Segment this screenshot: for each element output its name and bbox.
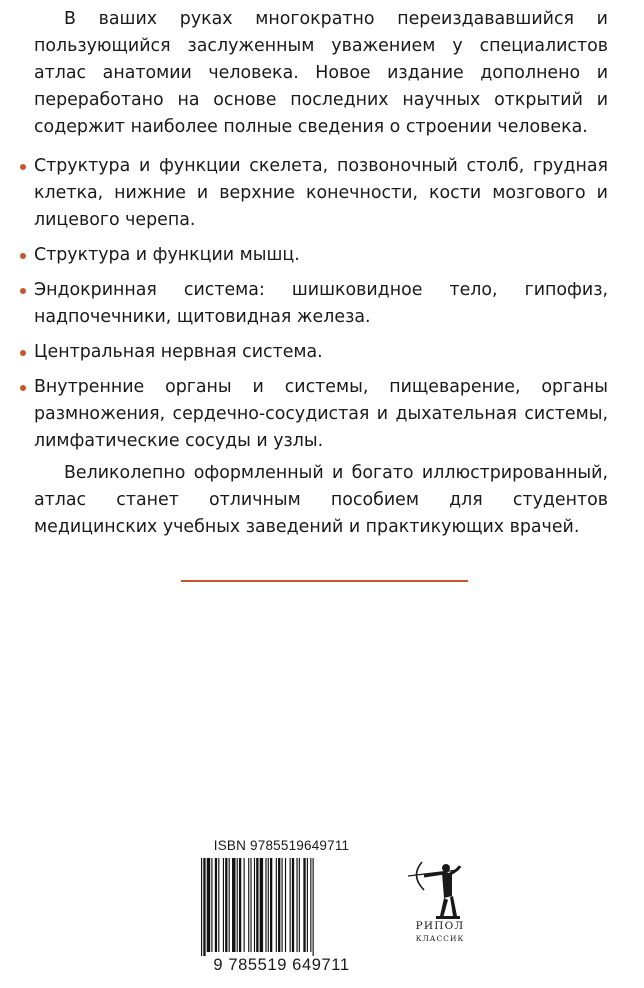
list-item-text: Центральная нервная система. [34,342,323,362]
barcode-bar [282,858,283,952]
barcode-bar [290,858,291,952]
barcode-bar [270,858,272,952]
barcode-bar [254,858,255,952]
list-item-text: Эндокринная система: шишковидное тело, гипофиз, надпочечники, щитовидная железа. [34,280,608,327]
barcode-bar [299,858,300,952]
barcode-bar [268,858,269,952]
barcode-bar [310,858,311,952]
barcode-bar [278,858,280,952]
barcode-bar [256,858,258,952]
bullet-dot-icon [20,253,26,259]
isbn-label: ISBN 9785519649711 [213,838,350,853]
barcode-bar [244,858,245,952]
barcode-bar [225,858,227,952]
barcode-bar [303,858,305,952]
list-item [34,339,608,366]
barcode-bar [307,858,308,952]
barcode-bar [223,858,224,952]
barcode-bar [285,858,286,952]
barcode-bar [313,858,314,956]
barcode-bar [201,858,202,956]
isbn-barcode [198,838,365,980]
barcode-bar [207,858,210,952]
barcode-bar [232,858,235,952]
barcode-bar [276,858,277,952]
archer-figure-icon [400,858,480,958]
closing-paragraph: Великолепно оформленный и богато иллюстрированный, атлас станет отличным пособием для студентов медицинских учебных заведений и практикующих врачей. [34,463,608,537]
barcode-bar [229,858,230,952]
list-item-text: Структура и функции скелета, позвоночный столб, грудная клетка, нижние и верхние конечности, кости мозгового и лицевого черепа. [34,156,608,230]
list-item [34,153,608,234]
bullet-dot-icon [20,350,26,356]
barcode-bar [248,858,249,952]
isbn-digits: 9 785519 649711 [213,956,350,974]
barcode-bar [260,858,263,952]
list-item [34,277,608,331]
barcode-bar [292,858,294,952]
publisher-name: РИПОЛ [415,920,465,932]
barcode-bars [198,858,365,956]
barcode-bar [296,858,297,952]
publisher-subtitle: КЛАССИК [415,934,465,943]
list-item-text: Структура и функции мышц. [34,245,300,265]
divider-line [181,580,468,582]
list-item [34,374,608,455]
list-item [34,242,608,269]
barcode-bar [250,858,251,952]
barcode-bar [265,858,266,952]
bullet-dot-icon [20,288,26,294]
barcode-bar [237,858,238,952]
barcode-bar [239,858,241,952]
intro-paragraph: В ваших руках многократно переиздававшийся и пользующийся заслуженным уважением у специалистов атлас анатомии человека. Новое издание дополнено и переработано на основе последних научных открытий и содержит наиболее полные сведения о строении человека. [34,9,608,137]
barcode-bar [203,858,205,956]
bullet-dot-icon [20,164,26,170]
bullet-dot-icon [20,385,26,391]
barcode-bar [211,858,212,952]
list-item-text: Внутренние органы и системы, пищеварение, органы размножения, сердечно-сосудистая и дыхательная системы, лимфатические сосуды и узлы. [34,377,608,451]
barcode-bar [215,858,217,952]
feature-list [34,153,608,463]
barcode-bar [218,858,219,952]
